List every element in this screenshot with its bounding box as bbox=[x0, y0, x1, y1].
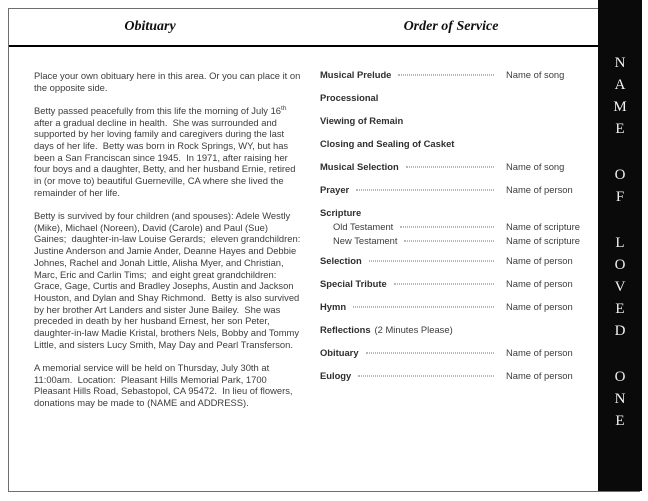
dot-leader bbox=[358, 376, 494, 377]
service-item-processional bbox=[320, 92, 592, 104]
service-item-label: Obituary bbox=[320, 347, 359, 358]
service-item-label: Eulogy bbox=[320, 370, 352, 381]
banner-letter: D bbox=[614, 322, 626, 339]
obituary-paragraph bbox=[34, 105, 302, 199]
dot-leader bbox=[356, 190, 494, 191]
service-item-new-testament bbox=[333, 235, 592, 247]
banner-letter: A bbox=[614, 76, 626, 93]
service-item-label: Special Tribute bbox=[320, 278, 387, 289]
dot-leader bbox=[366, 353, 494, 354]
service-item-reflections bbox=[320, 324, 592, 336]
service-item-eulogy bbox=[320, 370, 592, 382]
banner-word bbox=[615, 164, 626, 208]
banner-letter: O bbox=[614, 166, 626, 183]
order-of-service-title: Order of Service bbox=[403, 19, 499, 34]
banner-letter: N bbox=[614, 54, 626, 71]
service-item-viewing-of-remain bbox=[320, 115, 592, 127]
obituary-text: A memorial service will be held on Thursday, July 30th at 11:00am. Location: Pleasant Hills Memorial Park, 1700 Pleasant Hills Road, Sebastopol, CA 95472. In lieu of flowers, donations may be made to (NAME and ADDRESS). bbox=[34, 361, 296, 409]
banner-word bbox=[613, 52, 626, 140]
obituary-paragraph bbox=[34, 210, 302, 350]
dot-leader bbox=[398, 75, 494, 76]
service-item-value: Name of person bbox=[506, 278, 573, 289]
banner-letter: N bbox=[614, 390, 626, 407]
banner-letter: E bbox=[615, 120, 625, 137]
obituary-text: Betty passed peacefully from this life the morning of July 16 bbox=[34, 104, 282, 116]
obituary-text: Place your own obituary here in this area. Or you can place it on the opposite side. bbox=[34, 70, 303, 93]
service-item-label: Musical Selection bbox=[320, 161, 399, 172]
dot-leader bbox=[400, 227, 494, 228]
dot-leader bbox=[406, 167, 494, 168]
service-item-value: Name of person bbox=[506, 370, 573, 381]
service-item-label: Processional bbox=[320, 92, 379, 103]
service-item-label: Scripture bbox=[320, 207, 362, 218]
service-item-label: Old Testament bbox=[333, 221, 394, 232]
banner-letter: E bbox=[615, 412, 625, 429]
program-sheet bbox=[8, 8, 640, 492]
service-item-value: Name of person bbox=[506, 255, 573, 266]
service-item-musical-selection bbox=[320, 161, 592, 173]
service-item-value: Name of song bbox=[506, 161, 565, 172]
program-header bbox=[9, 9, 639, 47]
banner-letter: O bbox=[614, 256, 626, 273]
dot-leader bbox=[353, 307, 494, 308]
service-item-value: Name of person bbox=[506, 347, 573, 358]
obituary-title: Obituary bbox=[124, 19, 176, 34]
banner-letter: L bbox=[615, 234, 625, 251]
service-item-value: Name of scripture bbox=[506, 235, 580, 246]
service-item-value: Name of song bbox=[506, 69, 565, 80]
banner-word bbox=[615, 232, 626, 342]
banner-letter: F bbox=[615, 188, 625, 205]
banner-letter: M bbox=[613, 98, 627, 115]
service-item-label: Selection bbox=[320, 255, 362, 266]
side-banner bbox=[598, 0, 642, 491]
service-item-label: Prayer bbox=[320, 184, 350, 195]
service-item-label: Hymn bbox=[320, 301, 347, 312]
program-columns bbox=[9, 47, 639, 420]
service-item-old-testament bbox=[333, 221, 592, 233]
dot-leader bbox=[394, 284, 494, 285]
obituary-text: after a gradual decline in health. She was surrounded and supported by her loving family and caregivers during the last days of her life. Betty was born in Rock Springs, WY, but has been a San Franciscan since 1945. In 1971, after raising her four boys and a daughter, Betty, and her husband Ernie, retired in (or move to) beautiful Guerneville, CA where she lived the remainder of her life. bbox=[34, 104, 299, 198]
service-item-label: Reflections bbox=[320, 324, 371, 335]
service-item-special-tribute bbox=[320, 278, 592, 290]
service-item-value: Name of scripture bbox=[506, 221, 580, 232]
obituary-paragraph bbox=[34, 70, 302, 93]
service-item-scripture bbox=[320, 207, 592, 219]
service-item-prayer bbox=[320, 184, 592, 196]
service-item-label: Musical Prelude bbox=[320, 69, 392, 80]
banner-letter: V bbox=[614, 278, 626, 295]
service-item-hymn bbox=[320, 301, 592, 313]
banner-word bbox=[615, 366, 626, 432]
obituary-column bbox=[34, 70, 302, 420]
order-of-service-column bbox=[320, 69, 592, 420]
obituary-superscript: th bbox=[281, 104, 287, 112]
banner-letter: O bbox=[614, 368, 626, 385]
dot-leader bbox=[369, 261, 494, 262]
service-item-label: New Testament bbox=[333, 235, 398, 246]
service-item-musical-prelude bbox=[320, 69, 592, 81]
obituary-text: Betty is survived by four children (and spouses): Adele Westly (Mike), Michael (Noreen), David (Carole) and Paul (Sue) Gaines; daughter-in-law Louise Gerards; eleven grandchildren: Justine Anderson and Jamie Ander, Deanne Hayes and Debbie Johnes, Rachel and Jonah Little, Alisha Myer, and Christian, Marc, Eric and Carlin Tims; and eight great grandchildren: Grace, Gage, Curtis and Bradley Josephs, Austin and Jackson Houston, and Dylan and Shay Richmond. Betty is also survived by her brother Art Landers and sister June Bailey. She was preceded in death by her husband Ernest, her son Peter, daughter-in-law Madie Kristal, brothers Nels, Bobby and Tommy Little, and sisters Lucy Smith, May Day and Pearl Transferson. bbox=[34, 210, 303, 350]
banner-letter: E bbox=[615, 300, 625, 317]
dot-leader bbox=[404, 241, 494, 242]
service-item-selection bbox=[320, 255, 592, 267]
service-item-value: Name of person bbox=[506, 184, 573, 195]
obituary-paragraph bbox=[34, 362, 302, 409]
service-item-note: (2 Minutes Please) bbox=[374, 324, 453, 335]
service-item-label: Closing and Sealing of Casket bbox=[320, 138, 455, 149]
service-item-value: Name of person bbox=[506, 301, 573, 312]
service-item-label: Viewing of Remain bbox=[320, 115, 404, 126]
service-item-closing-and-sealing-of-casket bbox=[320, 138, 592, 150]
service-item-obituary bbox=[320, 347, 592, 359]
